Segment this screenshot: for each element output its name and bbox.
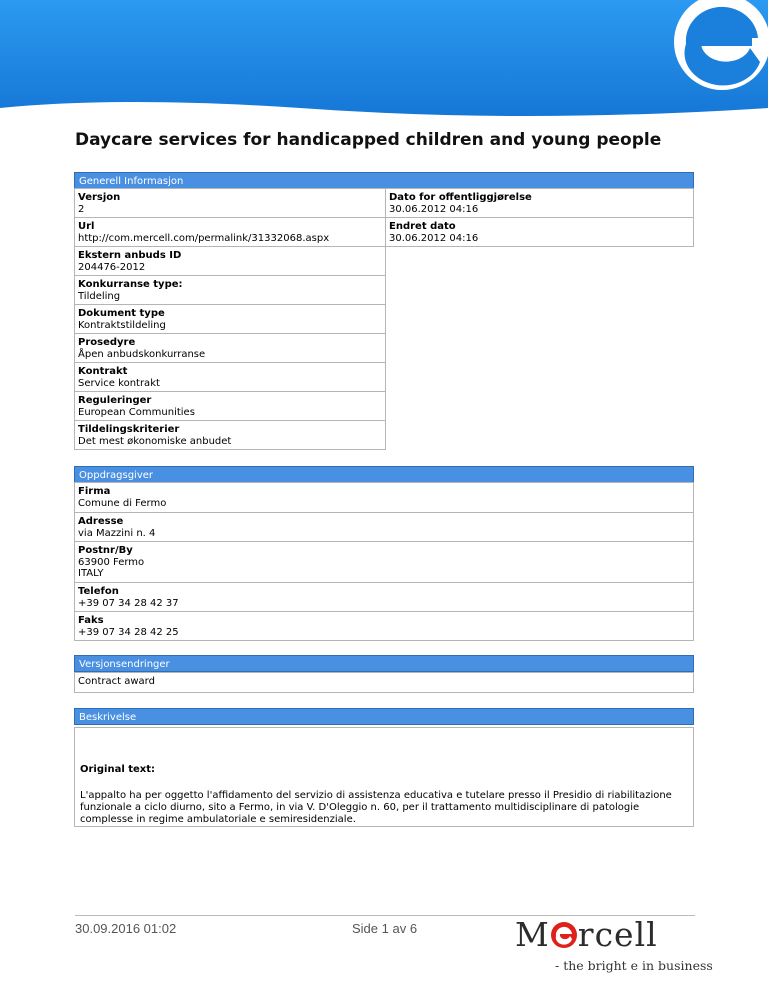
field-label: Ekstern anbuds ID xyxy=(78,250,182,261)
header-banner xyxy=(0,0,768,120)
field-competition-type xyxy=(74,275,386,305)
field-external-id xyxy=(74,246,386,276)
field-value: 2 xyxy=(78,203,85,215)
field-value: Comune di Fermo xyxy=(78,497,167,509)
field-label: Tildelingskriterier xyxy=(78,424,180,435)
field-procedure xyxy=(74,333,386,363)
field-label: Endret dato xyxy=(389,221,456,232)
field-label: Faks xyxy=(78,615,104,626)
field-telefon xyxy=(74,582,694,612)
field-label: Telefon xyxy=(78,586,119,597)
url-link[interactable]: http://com.mercell.com/permalink/31332068.aspx xyxy=(78,232,330,244)
field-value: +39 07 34 28 42 25 xyxy=(78,626,179,638)
field-contract xyxy=(74,362,386,392)
field-value: 30.06.2012 04:16 xyxy=(389,203,479,215)
field-label: Reguleringer xyxy=(78,395,152,406)
logo-wordmark: M rcell xyxy=(515,915,658,954)
section-header-changes: Versjonsendringer xyxy=(74,655,694,672)
mercell-logo xyxy=(515,915,713,975)
field-postnr xyxy=(74,541,694,583)
field-value: 204476-2012 xyxy=(78,261,146,273)
field-label: Versjon xyxy=(78,192,121,203)
field-value: Kontraktstildeling xyxy=(78,319,166,331)
field-versjon xyxy=(74,188,386,218)
field-label: Firma xyxy=(78,486,111,497)
field-value: European Communities xyxy=(78,406,195,418)
field-changed-date xyxy=(385,217,694,247)
section-header-buyer: Oppdragsgiver xyxy=(74,466,694,483)
field-label: Prosedyre xyxy=(78,337,136,348)
field-value: 63900 Fermo xyxy=(78,556,145,568)
field-value: Åpen anbudskonkurranse xyxy=(78,348,206,360)
field-value: Contract award xyxy=(78,676,155,687)
section-header-general: Generell Informasjon xyxy=(74,172,694,189)
field-firma xyxy=(74,482,694,513)
tagline: - the bright e in business xyxy=(555,958,713,973)
description-body xyxy=(74,727,694,827)
footer-date: 30.09.2016 01:02 xyxy=(75,921,177,936)
field-change xyxy=(74,672,694,693)
field-value: 30.06.2012 04:16 xyxy=(389,232,479,244)
field-value: Det mest økonomiske anbudet xyxy=(78,435,232,447)
field-value-country: ITALY xyxy=(78,568,104,579)
page-number: Side 1 av 6 xyxy=(352,921,418,936)
field-label: Url xyxy=(78,221,95,232)
field-value: via Mazzini n. 4 xyxy=(78,527,156,539)
field-label: Adresse xyxy=(78,516,124,527)
field-value: +39 07 34 28 42 37 xyxy=(78,597,179,609)
field-adresse xyxy=(74,512,694,542)
original-text-label: Original text: xyxy=(80,764,156,775)
field-label: Dato for offentliggjørelse xyxy=(389,192,532,203)
field-faks xyxy=(74,611,694,641)
field-document-type xyxy=(74,304,386,334)
field-value: Service kontrakt xyxy=(78,377,160,389)
mercell-e-icon xyxy=(550,921,578,949)
description-text: L'appalto ha per oggetto l'affidamento del servizio di assistenza educativa e tutelare presso il Presidio di riabilitazione funzionale a ciclo diurno, sito a Fermo, in via V. D'Oleggio n. 60, per il trattamento multidisciplinare di patologie complesse in regime ambulatoriale e semiresidenziale. xyxy=(80,790,672,825)
field-publication-date xyxy=(385,188,694,218)
field-regulations xyxy=(74,391,386,421)
section-header-description: Beskrivelse xyxy=(74,708,694,725)
field-label: Kontrakt xyxy=(78,366,128,377)
field-label: Konkurranse type: xyxy=(78,279,183,290)
field-label: Postnr/By xyxy=(78,545,133,556)
field-url xyxy=(74,217,386,247)
field-label: Dokument type xyxy=(78,308,165,319)
field-award-criteria xyxy=(74,420,386,450)
field-value: Tildeling xyxy=(78,290,121,302)
page-title: Daycare services for handicapped children and young people xyxy=(75,130,662,150)
